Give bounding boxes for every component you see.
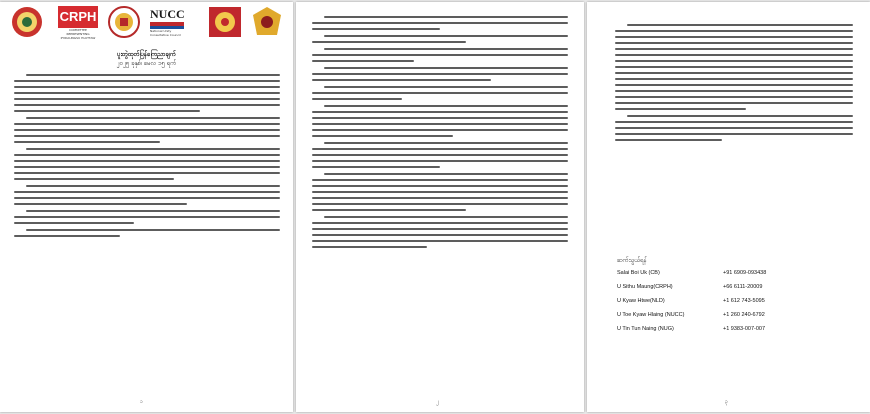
contact-row	[617, 312, 827, 321]
crph-logo	[58, 6, 98, 38]
contact-phone: +91 6909-093438	[723, 270, 767, 276]
paragraph	[615, 24, 853, 110]
crph-logo-text: CRPH	[58, 6, 98, 28]
document-title: ပူးတွဲထုတ်ပြန်ကြေညာချက်	[117, 51, 176, 58]
contact-name: U Tin Tun Naing (NUG)	[617, 326, 674, 332]
paragraph	[14, 229, 280, 237]
paragraph	[14, 117, 280, 143]
contact-row	[617, 326, 827, 335]
page-number: ၂	[436, 399, 439, 405]
contact-name: U Sithu Maung(CRPH)	[617, 284, 673, 290]
document-date: ၂၀၂၅ ခုနှစ်၊ မေလ ၁၅ ရက်	[116, 60, 177, 67]
contact-phone: +1 612 743-5095	[723, 298, 765, 304]
contact-phone: +66 6111-20009	[723, 284, 763, 290]
cb-seal-logo	[10, 6, 44, 38]
contact-row	[617, 298, 827, 307]
nucc-logo-text: NUCC	[150, 7, 185, 21]
logo-strip	[10, 6, 285, 40]
paragraph	[312, 173, 568, 211]
paragraph	[312, 216, 568, 248]
document-page-3	[587, 2, 870, 412]
paragraph	[312, 142, 568, 168]
contact-name: U Toe Kyaw Hlaing (NUCC)	[617, 312, 685, 318]
paragraph	[14, 148, 280, 180]
contact-phone: +1 9383-007-007	[723, 326, 766, 332]
contact-row	[617, 284, 827, 293]
page-3-body	[615, 24, 853, 146]
page-1-body	[14, 74, 280, 242]
page-2-body	[312, 16, 568, 253]
contact-name: Salai Boi Uk (CB)	[617, 270, 660, 276]
nucc-logo-subtitle: National Unity Consultative Council	[150, 29, 181, 37]
contact-name: U Kyaw Htwe(NLD)	[617, 298, 665, 304]
contact-phone: +1 260 240-6792	[723, 312, 765, 318]
contact-row	[617, 270, 827, 279]
paragraph	[14, 74, 280, 112]
page-number: ၁	[140, 399, 143, 405]
list-item	[312, 86, 568, 100]
union-emblem-logo	[250, 6, 284, 38]
list-item	[312, 16, 568, 30]
paragraph	[312, 105, 568, 137]
nucc-logo	[150, 6, 184, 38]
paragraph	[14, 210, 280, 224]
document-page-1	[0, 2, 293, 412]
list-item	[312, 35, 568, 43]
list-item	[312, 48, 568, 62]
list-item	[312, 67, 568, 81]
contacts-heading: ဆက်သွယ်ရန်	[617, 257, 647, 264]
council-seal-logo	[108, 6, 140, 38]
page-number: ၃	[725, 399, 728, 405]
paragraph	[615, 115, 853, 141]
paragraph	[14, 185, 280, 205]
nug-seal-logo	[208, 6, 242, 38]
crph-logo-subtitle: COMMITTEE REPRESENTING PYIDAUNGSU HLUTTAW	[60, 28, 96, 40]
document-page-2	[296, 2, 584, 412]
